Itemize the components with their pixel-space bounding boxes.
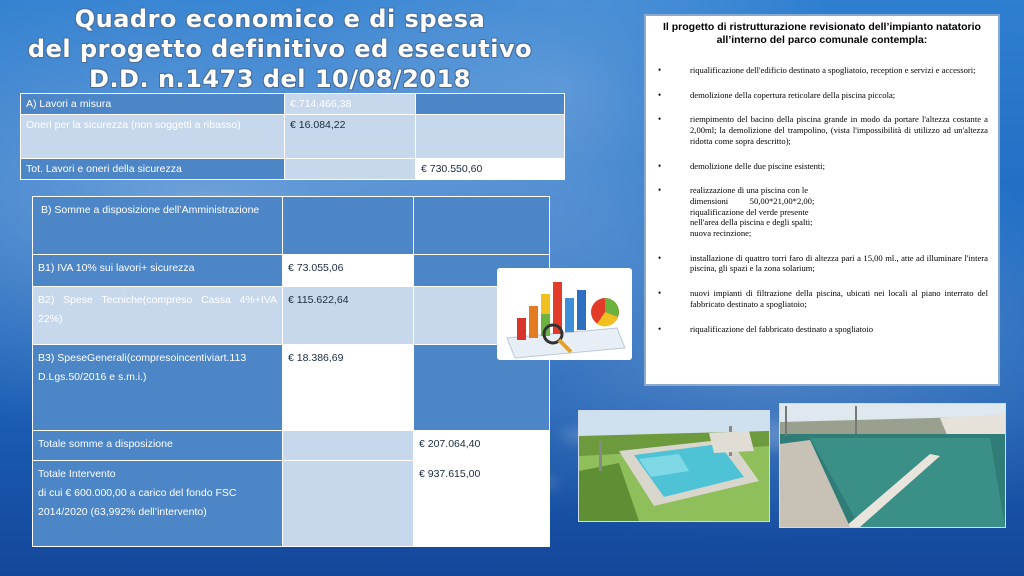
list-item: • realizzazione di una piscina con le dimensioni 50,00*21,00*2,00; riqualificazione del verde presente nell'area della piscina e degli spalti; nuova recinzione; [656,185,988,239]
table-row [21,115,565,159]
sums-header: B) Somme a disposizione dell’Amministrazione [33,197,283,255]
safety-label: Oneri per la sicurezza (non soggetti a ribasso) [21,115,285,159]
sums-total-amount: € 207.064,40 [414,431,550,461]
project-items-list [646,65,998,334]
panel-title: Il progetto di ristrutturazione revisionato dell’impianto natatorio all’interno del parco comunale contempla: [663,21,981,46]
title-line-1: Quadro economico e di spesa [74,5,486,33]
table-row [33,345,550,431]
grand-total-value [283,461,414,547]
works-total-amount: € 730.550,60 [416,159,565,180]
works-total-label: Tot. Lavori e oneri della sicurezza [21,159,285,180]
grand-total-amount: € 937.615,00 [414,461,550,547]
vat-label: B1) IVA 10% sui lavori+ sicurezza [33,255,283,287]
table-row [33,255,550,287]
list-item: • demolizione della copertura reticolare della piscina piccola; [656,90,988,101]
project-description-panel [644,14,1000,386]
works-label: A) Lavori a misura [21,94,285,115]
table-row [33,431,550,461]
vat-value: € 73.055,06 [283,255,414,287]
table-row [33,461,550,547]
general-label: B3) SpeseGenerali(compresoincentiviart.113 D.Lgs.50/2016 e s.m.i.) [33,345,283,431]
list-item: • nuovi impianti di filtrazione della piscina, ubicati nei locali al piano interrato del fabbricato destinato a spogliatoio; [656,288,988,309]
general-value: € 18.386,69 [283,345,414,431]
list-item: • riempimento del bacino della piscina grande in modo da portare l'altezza costante a 2,00ml; la demolizione del trampolino, (vista l'impossibilità di utilizzo ad un'altezza ridotta come sopra descritto); [656,114,988,146]
tech-value: € 115.622,64 [283,287,414,345]
pool-render-image [578,410,770,522]
page-title [0,4,560,94]
chart-clipart [497,268,632,360]
sums-total-value [283,431,414,461]
safety-total [416,115,565,159]
tech-label: B2) Spese Tecniche(compreso Cassa 4%+IVA 22%) [33,287,283,345]
list-item: • installazione di quattro torri faro di altezza pari a 15,00 ml., atte ad illuminare l'intera piscina, gli spazi e la zona solarium; [656,253,988,274]
table-row [21,159,565,180]
table-row [33,287,550,345]
works-total-value [285,159,416,180]
works-table [20,93,565,180]
table-row [21,94,565,115]
list-item: • riqualificazione dell'edificio destinato a spogliatoio, reception e servizi e accessori; [656,65,988,76]
pool-photo-image [779,403,1006,528]
available-sums-table [32,196,550,547]
sums-header-value [283,197,414,255]
sums-header-total [414,197,550,255]
title-line-3: D.D. n.1473 del 10/08/2018 [89,65,471,93]
list-item: • demolizione delle due piscine esistenti; [656,161,988,172]
works-total [416,94,565,115]
sums-total-label: Totale somme a disposizione [33,431,283,461]
works-value: €.714.466,38 [285,94,416,115]
table-row [33,197,550,255]
grand-total-label: Totale Intervento di cui € 600.000,00 a carico del fondo FSC 2014/2020 (63,992% dell’intervento) [33,461,283,547]
title-line-2: del progetto definitivo ed esecutivo [27,35,533,63]
safety-value: € 16.084,22 [285,115,416,159]
list-item: • riqualificazione del fabbricato destinato a spogliatoio [656,324,988,335]
bar-chart-icon [497,268,632,360]
